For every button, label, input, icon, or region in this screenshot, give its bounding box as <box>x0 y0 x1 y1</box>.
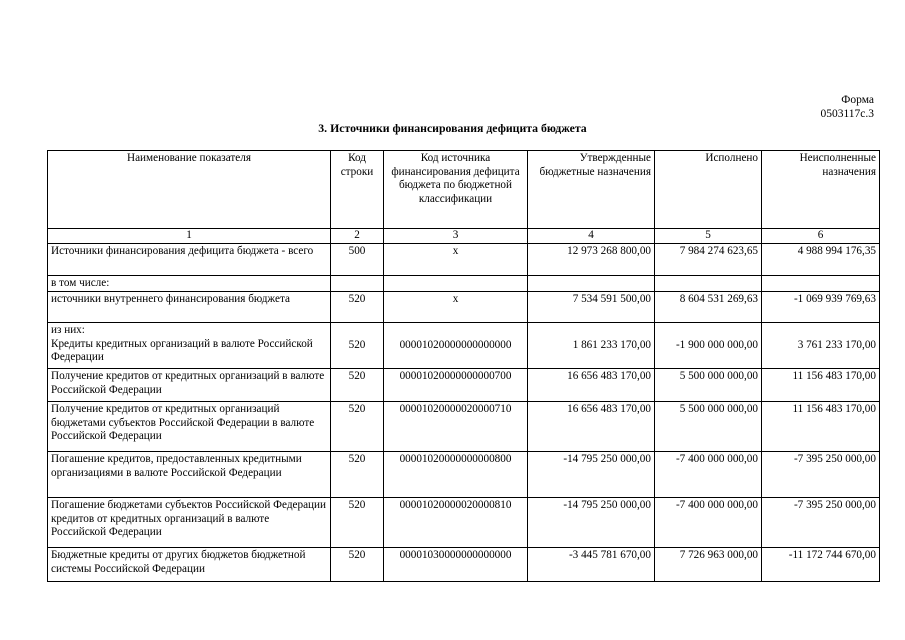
table-row <box>48 369 880 402</box>
header-source-code: Код источника финансирования дефицита бюджета по бюджетной классификации <box>384 151 528 229</box>
row-executed: -7 400 000 000,00 <box>655 452 762 498</box>
row-executed: -1 900 000 000,00 <box>655 338 762 369</box>
header-unexecuted: Неисполненные назначения <box>762 151 880 229</box>
form-number: 0503117с.3 <box>820 108 874 120</box>
header-name: Наименование показателя <box>48 151 331 229</box>
row-source-code: 00001020000000000700 <box>384 369 528 402</box>
row-name: Бюджетные кредиты от других бюджетов бюджетной системы Российской Федерации <box>48 548 331 582</box>
row-source-code: 00001030000000000000 <box>384 548 528 582</box>
row-approved: -14 795 250 000,00 <box>528 498 655 548</box>
table-row <box>48 498 880 548</box>
header-approved: Утвержденные бюджетные назначения <box>528 151 655 229</box>
table-row-subheader <box>48 323 880 338</box>
row-line-code: 520 <box>331 452 384 498</box>
row-source-code: x <box>384 243 528 275</box>
row-source-code: 00001020000000000000 <box>384 338 528 369</box>
column-number: 1 <box>48 229 331 244</box>
table-row <box>48 243 880 275</box>
table-row <box>48 292 880 323</box>
row-unexecuted: 11 156 483 170,00 <box>762 402 880 452</box>
row-name: Источники финансирования дефицита бюджета - всего <box>48 243 331 275</box>
row-executed: 5 500 000 000,00 <box>655 402 762 452</box>
row-approved: -3 445 781 670,00 <box>528 548 655 582</box>
table-row <box>48 402 880 452</box>
row-source-code: 00001020000000000800 <box>384 452 528 498</box>
row-executed: 8 604 531 269,63 <box>655 292 762 323</box>
row-source-code: 00001020000020000810 <box>384 498 528 548</box>
header-line-code: Код строки <box>331 151 384 229</box>
row-name: Погашение кредитов, предоставленных кредитными организациями в валюте Российской Федерации <box>48 452 331 498</box>
row-unexecuted: -1 069 939 769,63 <box>762 292 880 323</box>
row-unexecuted: 4 988 994 176,35 <box>762 243 880 275</box>
form-label: Форма <box>841 94 874 106</box>
table-row <box>48 338 880 369</box>
column-number: 4 <box>528 229 655 244</box>
column-numbers-row <box>48 229 880 244</box>
row-unexecuted: -7 395 250 000,00 <box>762 452 880 498</box>
row-name: Погашение бюджетами субъектов Российской Федерации кредитов от кредитных организаций в валюте Российской Федерации <box>48 498 331 548</box>
row-line-code: 520 <box>331 402 384 452</box>
row-name: Кредиты кредитных организаций в валюте Российской Федерации <box>48 338 331 369</box>
column-number: 6 <box>762 229 880 244</box>
row-executed: 7 984 274 623,65 <box>655 243 762 275</box>
row-line-code: 520 <box>331 548 384 582</box>
row-unexecuted: -7 395 250 000,00 <box>762 498 880 548</box>
table-row <box>48 548 880 582</box>
financing-sources-table <box>47 150 880 582</box>
row-source-code: 00001020000020000710 <box>384 402 528 452</box>
table-row-subheader <box>48 275 880 292</box>
row-executed: -7 400 000 000,00 <box>655 498 762 548</box>
row-approved: 16 656 483 170,00 <box>528 369 655 402</box>
row-unexecuted: 3 761 233 170,00 <box>762 338 880 369</box>
row-line-code: 500 <box>331 243 384 275</box>
row-unexecuted: -11 172 744 670,00 <box>762 548 880 582</box>
row-name: Получение кредитов от кредитных организаций бюджетами субъектов Российской Федерации в валюте Российской Федерации <box>48 402 331 452</box>
row-name: из них: <box>48 323 331 338</box>
row-approved: 7 534 591 500,00 <box>528 292 655 323</box>
row-approved: 16 656 483 170,00 <box>528 402 655 452</box>
row-unexecuted: 11 156 483 170,00 <box>762 369 880 402</box>
column-number: 5 <box>655 229 762 244</box>
column-number: 3 <box>384 229 528 244</box>
column-number: 2 <box>331 229 384 244</box>
row-line-code: 520 <box>331 498 384 548</box>
row-name: источники внутреннего финансирования бюджета <box>48 292 331 323</box>
header-executed: Исполнено <box>655 151 762 229</box>
row-approved: 1 861 233 170,00 <box>528 338 655 369</box>
table-row <box>48 452 880 498</box>
form-code <box>820 93 874 121</box>
header-row <box>48 151 880 229</box>
section-title: 3. Источники финансирования дефицита бюджета <box>318 121 587 135</box>
row-source-code: x <box>384 292 528 323</box>
row-name: в том числе: <box>48 275 331 292</box>
row-line-code: 520 <box>331 369 384 402</box>
row-name: Получение кредитов от кредитных организаций в валюте Российской Федерации <box>48 369 331 402</box>
row-line-code: 520 <box>331 338 384 369</box>
row-executed: 5 500 000 000,00 <box>655 369 762 402</box>
row-approved: -14 795 250 000,00 <box>528 452 655 498</box>
row-line-code: 520 <box>331 292 384 323</box>
row-approved: 12 973 268 800,00 <box>528 243 655 275</box>
row-executed: 7 726 963 000,00 <box>655 548 762 582</box>
